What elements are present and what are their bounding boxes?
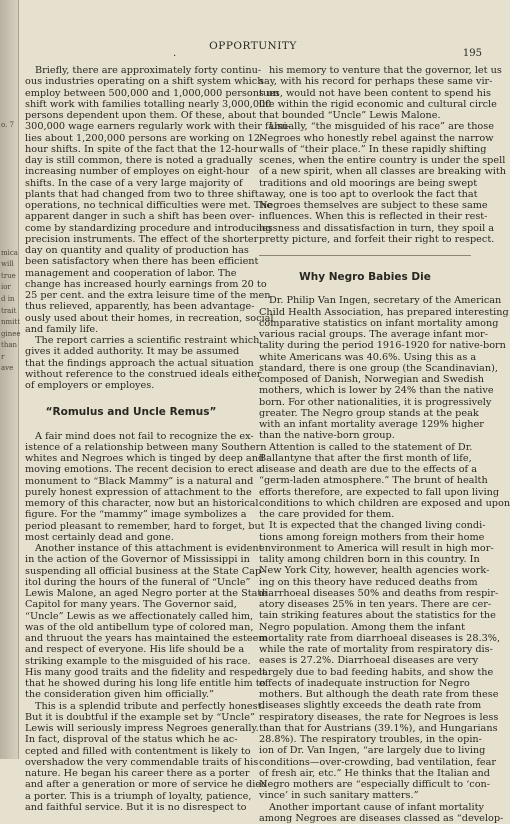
text-line: in the action of the Governor of Mississippi in xyxy=(25,554,237,565)
text-line: cepted and filled with contentment is likely to xyxy=(25,746,237,757)
text-line: of employers or employes. xyxy=(25,380,237,391)
text-line: memory of this character, now but an historical xyxy=(25,498,237,509)
text-line: Capitol for many years. The Governor said, xyxy=(25,599,237,610)
text-line: It is expected that the changed living condi- xyxy=(259,520,471,531)
text-line: management and cooperation of labor. The xyxy=(25,268,237,279)
edge-fragment xyxy=(1,224,15,236)
edge-fragment xyxy=(1,201,15,213)
text-line: away, one is too apt to overlook the fact that xyxy=(259,189,471,200)
text-line: was of the old antibellum type of colored man, xyxy=(25,622,237,633)
text-line: life within the rigid economic and cultural circle xyxy=(259,99,471,110)
text-line: 28.8%). The respiratory troubles, in the opin- xyxy=(259,734,471,745)
text-line: scenes, when the entire country is under the spell xyxy=(259,155,471,166)
text-line: striking example to the misguided of his race. xyxy=(25,656,237,667)
text-line: comparative statistics on infant mortality among xyxy=(259,318,471,329)
text-line: Negroes themselves are subject to these same xyxy=(259,200,471,211)
text-line: that he showed during his long life entitle him to xyxy=(25,678,237,689)
text-line: and respect of everyone. His life should be a xyxy=(25,644,237,655)
edge-fragment: will xyxy=(1,259,15,271)
text-line: Negroes who honestly rebel against the narrow xyxy=(259,133,471,144)
right-column xyxy=(259,65,471,824)
text-line: Attention is called to the statement of Dr. xyxy=(259,442,471,453)
text-line: Lewis Malone, an aged Negro porter at the State xyxy=(25,588,237,599)
text-line: with an infant mortality average 129% higher xyxy=(259,419,471,430)
edge-fragment: trait xyxy=(1,306,15,318)
text-line: increasing number of employes on eight-hour xyxy=(25,166,237,177)
text-line: born. For other nationalities, it is progressively xyxy=(259,397,471,408)
text-line: Dr. Philip Van Ingen, secretary of the American xyxy=(259,295,471,306)
text-line: employ between 500,000 and 1,000,000 persons on xyxy=(25,88,237,99)
text-line: change has increased hourly earnings from 20 to xyxy=(25,279,237,290)
text-line: This is a splendid tribute and perfectly honest. xyxy=(25,701,237,712)
text-line: without reference to the construed ideals either xyxy=(25,369,237,380)
text-line: of fresh air, etc.” He thinks that the Italian and xyxy=(259,768,471,779)
text-line: suspending all official business at the State Cap- xyxy=(25,566,237,577)
text-line: Child Health Association, has prepared interesting xyxy=(259,307,471,318)
text-line: disease and death are due to the effects of a xyxy=(259,464,471,475)
text-line: A fair mind does not fail to recognize the ex- xyxy=(25,431,237,442)
text-line: Usually, “the misguided of his race” are those xyxy=(259,121,471,132)
paragraph xyxy=(25,543,237,701)
edge-fragment xyxy=(1,236,15,248)
text-line: day is still common, there is noted a gradually xyxy=(25,155,237,166)
text-line: mortality rate from diarrhoeal diseases is 28.3%, xyxy=(259,633,471,644)
paragraph xyxy=(259,802,471,824)
text-line: shift work with families totalling nearly 3,000,000 xyxy=(25,99,237,110)
text-line: The report carries a scientific restraint which xyxy=(25,335,237,346)
text-line: moving emotions. The recent decision to erect a xyxy=(25,464,237,475)
text-line: the care provided for them. xyxy=(259,509,471,520)
text-line: precision instruments. The effect of the shorter xyxy=(25,234,237,245)
text-line: ously used about their homes, in recreation, social xyxy=(25,313,237,324)
text-line: tions among foreign mothers from their home xyxy=(259,532,471,543)
edge-fragment xyxy=(1,155,15,167)
text-line: pretty picture, and forfeit their right to respect. xyxy=(259,234,471,245)
text-line: standard, there is one group (the Scandinavian), xyxy=(259,363,471,374)
text-line: among Negroes are diseases classed as “develop- xyxy=(259,813,471,824)
edge-fragment xyxy=(1,166,15,178)
text-line: largely due to bad feeding habits, and show the xyxy=(259,667,471,678)
edge-fragment xyxy=(1,132,15,144)
header-dot: . xyxy=(173,48,176,59)
text-line: shifts. In the case of a very large majority of xyxy=(25,178,237,189)
text-line: and thruout the years has maintained the esteem xyxy=(25,633,237,644)
text-line: mothers, which is lower by 24% than the native xyxy=(259,385,471,396)
paragraph xyxy=(259,520,471,801)
text-line: “Uncle” Lewis as we affectionately called him, xyxy=(25,611,237,622)
text-line: istence of a relationship between many Southern xyxy=(25,442,237,453)
text-line: Another instance of this attachment is evident xyxy=(25,543,237,554)
text-line: ous industries operating on a shift system which xyxy=(25,76,237,87)
text-line: that the findings approach the actual situation xyxy=(25,358,237,369)
text-line: and after a generation or more of service he died xyxy=(25,779,237,790)
text-line: operations, no technical difficulties were met. The xyxy=(25,200,237,211)
text-line: day on quantity and quality of production has xyxy=(25,245,237,256)
text-line: “germ-laden atmosphere.” The brunt of health xyxy=(259,475,471,486)
paragraph xyxy=(25,335,237,391)
text-line: of a new spirit, when all classes are breaking with xyxy=(259,166,471,177)
paragraph xyxy=(25,701,237,814)
text-line: Briefly, there are approximately forty continu- xyxy=(25,65,237,76)
text-line: lies about 1,200,000 persons are working on 12- xyxy=(25,133,237,144)
text-line: Negro population. Among them the infant xyxy=(259,622,471,633)
edge-fragment xyxy=(1,213,15,225)
text-line: 300,000 wage earners regularly work with their fami- xyxy=(25,121,237,132)
text-line: ing on this theory have reduced deaths from xyxy=(259,577,471,588)
edge-fragment: ginee xyxy=(1,329,15,341)
article-heading: Why Negro Babies Die xyxy=(259,272,471,283)
text-line: effects of inadequate instruction for Negro xyxy=(259,678,471,689)
text-line: influences. When this is reflected in their rest- xyxy=(259,211,471,222)
edge-fragment: r xyxy=(1,352,15,364)
edge-fragment: d in xyxy=(1,294,15,306)
text-line: a porter. This is a triumph of loyalty, patience, xyxy=(25,791,237,802)
paragraph xyxy=(25,431,237,544)
text-line: environment to America will result in high mor- xyxy=(259,543,471,554)
text-line: gives it added authority. It may be assumed xyxy=(25,346,237,357)
text-line: than the native-born group. xyxy=(259,430,471,441)
binding-edge xyxy=(0,0,19,759)
text-line: his memory to venture that the governor, let us xyxy=(259,65,471,76)
text-line: Another important cause of infant mortality xyxy=(259,802,471,813)
text-line: New York City, however, health agencies work- xyxy=(259,565,471,576)
text-line: eases is 27.2%. Diarrhoeal diseases are very xyxy=(259,655,471,666)
text-line: itol during the hours of the funeral of “Uncle” xyxy=(25,577,237,588)
text-line: plants that had changed from two to three shift xyxy=(25,189,237,200)
text-line: Lewis will seriously impress Negroes generally. xyxy=(25,723,237,734)
edge-fragment: than xyxy=(1,340,15,352)
text-line: ion of Dr. Van Ingen, “are largely due to living xyxy=(259,745,471,756)
edge-fragment: ave xyxy=(1,363,15,375)
text-line: white Americans was 40.6%. Using this as a xyxy=(259,352,471,363)
edge-fragment: mica xyxy=(1,248,15,260)
paragraph xyxy=(259,65,471,121)
text-line: conditions—over-crowding, bad ventilation, fear xyxy=(259,757,471,768)
text-line: efforts therefore, are expected to fall upon living xyxy=(259,487,471,498)
edge-fragment: o. 7 xyxy=(1,120,15,132)
text-line: But it is doubtful if the example set by “Uncle” xyxy=(25,712,237,723)
text-line: say, with his record for perhaps these same vir- xyxy=(259,76,471,87)
text-line: lessness and dissatisfaction in turn, they spoil a xyxy=(259,223,471,234)
text-line: conditions to which children are exposed and upon xyxy=(259,498,471,509)
text-line: nature. He began his career there as a porter xyxy=(25,768,237,779)
edge-fragment: nmitt xyxy=(1,317,15,329)
article-heading: “Romulus and Uncle Remus” xyxy=(25,407,237,418)
text-line: apparent danger in such a shift has been over- xyxy=(25,211,237,222)
text-line: vince’ in such sanitary matters.” xyxy=(259,790,471,801)
text-line: monument to “Black Mammy” is a natural and xyxy=(25,476,237,487)
text-line: tain striking features about the statistics for the xyxy=(259,610,471,621)
text-line: and faithful service. But it is no disrespect to xyxy=(25,802,237,813)
text-line: whites and Negroes which is tinged by deep and xyxy=(25,453,237,464)
edge-fragment: ior xyxy=(1,282,15,294)
edge-fragment xyxy=(1,190,15,202)
text-line: Negro mothers are “especially difficult to ‘con- xyxy=(259,779,471,790)
paragraph xyxy=(259,442,471,521)
text-line: mothers. But although the death rate from these xyxy=(259,689,471,700)
text-line: the consideration given him officially.” xyxy=(25,689,237,700)
text-line: walls of “their place.” In these rapidly shifting xyxy=(259,144,471,155)
adjacent-page-fragment xyxy=(1,120,15,375)
text-line: traditions and old moorings are being swept xyxy=(259,178,471,189)
text-line: tality among children born in this country. In xyxy=(259,554,471,565)
text-line: been satisfactory when there has been efficient xyxy=(25,256,237,267)
text-line: overshadow the very commendable traits of his xyxy=(25,757,237,768)
text-line: figure. For the “mammy” image symbolizes a xyxy=(25,509,237,520)
text-line: respiratory diseases, the rate for Negroes is less xyxy=(259,712,471,723)
page-number: 195 xyxy=(463,48,482,59)
paragraph xyxy=(259,121,471,245)
text-line: period pleasant to remember, hard to forget, but xyxy=(25,521,237,532)
text-line: various racial groups. The average infant mor- xyxy=(259,329,471,340)
text-line: and family life. xyxy=(25,324,237,335)
paragraph xyxy=(25,65,237,335)
text-line: tality during the period 1916-1920 for native-born xyxy=(259,340,471,351)
edge-fragment: true xyxy=(1,271,15,283)
text-line: come by standardizing procedure and introducing xyxy=(25,223,237,234)
text-line: while the rate of mortality from respiratory dis- xyxy=(259,644,471,655)
running-head: OPPORTUNITY xyxy=(0,40,506,52)
text-line: Ballantyne that after the first month of life, xyxy=(259,453,471,464)
paragraph xyxy=(259,295,471,441)
left-column xyxy=(25,65,237,813)
text-line: hour shifts. In spite of the fact that the 12-hour xyxy=(25,144,237,155)
text-line: His many good traits and the fidelity and respect xyxy=(25,667,237,678)
text-line: diseases slightly exceeds the death rate from xyxy=(259,700,471,711)
text-line: than that for Austrians (39.1%), and Hungarians xyxy=(259,723,471,734)
text-line: atory diseases 25% in ten years. There are cer- xyxy=(259,599,471,610)
text-line: composed of Danish, Norwegian and Swedish xyxy=(259,374,471,385)
text-line: thus relieved, apparently, has been advantage- xyxy=(25,301,237,312)
text-line: most certainly dead and gone. xyxy=(25,532,237,543)
text-line: purely honest expression of attachment to the xyxy=(25,487,237,498)
section-divider xyxy=(259,255,471,256)
edge-fragment xyxy=(1,178,15,190)
text-line: persons dependent upon them. Of these, about xyxy=(25,110,237,121)
text-line: 25 per cent. and the extra leisure time of the men xyxy=(25,290,237,301)
text-line: In fact, disproval of the status which he ac- xyxy=(25,734,237,745)
text-line: tues, would not have been content to spend his xyxy=(259,88,471,99)
text-line: diarrhoeal diseases 50% and deaths from respir- xyxy=(259,588,471,599)
text-line: greater. The Negro group stands at the peak xyxy=(259,408,471,419)
edge-fragment xyxy=(1,143,15,155)
text-line: that bounded “Uncle” Lewis Malone. xyxy=(259,110,471,121)
